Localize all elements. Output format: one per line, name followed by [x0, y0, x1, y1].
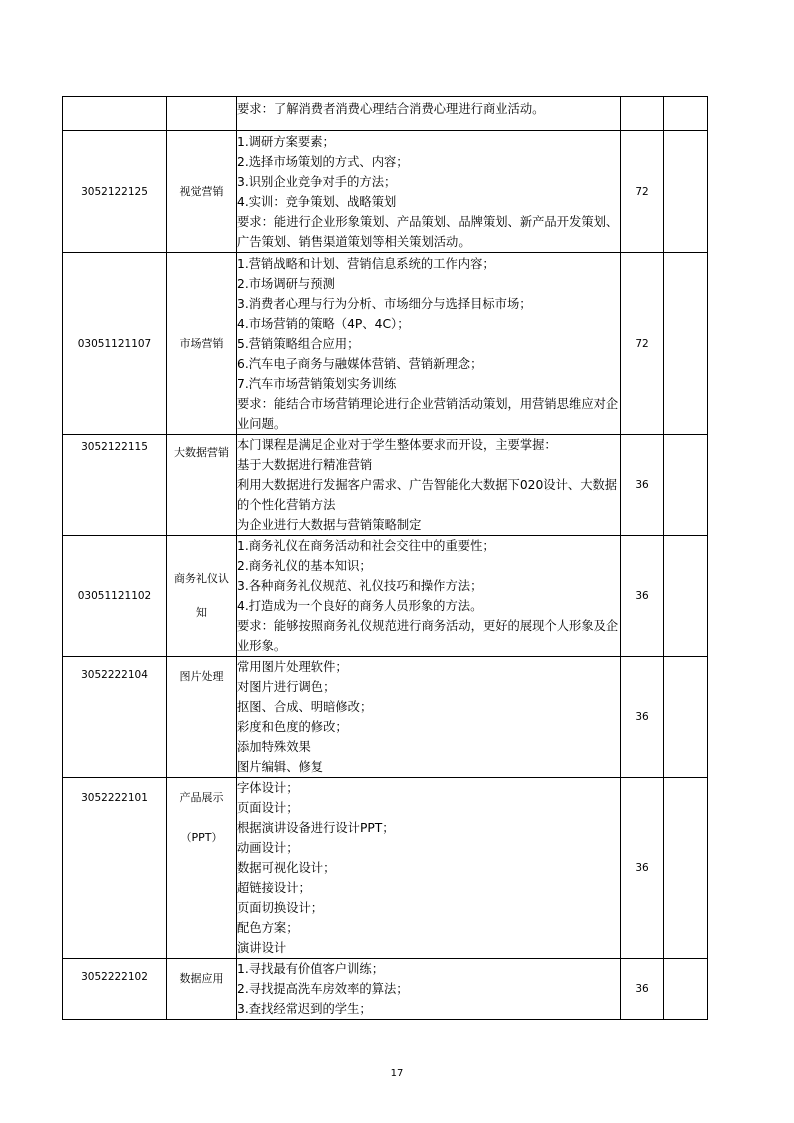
content-line: 数据可视化设计； [237, 861, 336, 875]
content-line: 2.寻找提高洗车房效率的算法； [237, 982, 409, 996]
blank-cell [664, 435, 708, 536]
content-line: 根据演讲设备进行设计PPT； [237, 821, 395, 835]
course-content [237, 97, 621, 131]
content-line: 常用图片处理软件； [237, 660, 348, 674]
course-hours: 36 [621, 657, 664, 778]
content-line: 7.汽车市场营销策划实务训练 [237, 376, 397, 391]
content-line: 动画设计； [237, 841, 299, 855]
content-line: 2.市场调研与预测 [237, 276, 335, 291]
course-content [237, 959, 621, 1020]
content-line: 2.商务礼仪的基本知识； [237, 559, 372, 573]
course-table [62, 96, 708, 1020]
course-code: 3052222102 [63, 959, 167, 1020]
content-line: 配色方案； [237, 921, 299, 935]
blank-cell [664, 657, 708, 778]
course-hours: 36 [621, 959, 664, 1020]
blank-cell [664, 97, 708, 131]
course-name: 大数据营销 [167, 435, 237, 536]
content-line: 2.选择市场策划的方式、内容； [237, 154, 409, 169]
content-line: 本门课程是满足企业对于学生整体要求而开设，主要掌握： [237, 438, 557, 452]
content-line: 字体设计； [237, 781, 299, 795]
course-name: 市场营销 [167, 253, 237, 435]
course-content [237, 536, 621, 657]
content-line: 3.各种商务礼仪规范、礼仪技巧和操作方法； [237, 579, 483, 593]
course-name: 图片处理 [167, 657, 237, 778]
content-line: 演讲设计 [237, 941, 287, 955]
table-row [63, 536, 708, 657]
course-name: 商务礼仪认知 [167, 536, 237, 657]
course-content [237, 131, 621, 253]
content-line: 1.营销战略和计划、营销信息系统的工作内容； [237, 256, 495, 271]
table-row [63, 435, 708, 536]
blank-cell [664, 131, 708, 253]
content-line: 利用大数据进行发掘客户需求、广告智能化大数据下020设计、大数据的个性化营销方法 [237, 478, 618, 512]
course-code: 3052222101 [63, 778, 167, 959]
course-code: 3052222104 [63, 657, 167, 778]
content-line: 1.商务礼仪在商务活动和社会交往中的重要性； [237, 539, 495, 553]
content-line: 要求：能够按照商务礼仪规范进行商务活动，更好的展现个人形象及企业形象。 [237, 619, 619, 653]
course-name [167, 97, 237, 131]
course-name: 产品展示（PPT） [167, 778, 237, 959]
content-line: 页面设计； [237, 801, 299, 815]
table-row [63, 778, 708, 959]
course-name: 视觉营销 [167, 131, 237, 253]
content-line: 图片编辑、修复 [237, 760, 324, 774]
content-line: 超链接设计； [237, 881, 311, 895]
content-line: 4.打造成为一个良好的商务人员形象的方法。 [237, 599, 483, 613]
content-line: 3.消费者心理与行为分析、市场细分与选择目标市场； [237, 296, 532, 311]
course-hours: 36 [621, 536, 664, 657]
table-row [63, 657, 708, 778]
content-line: 3.识别企业竞争对手的方法； [237, 174, 397, 189]
table-row [63, 959, 708, 1020]
table-row [63, 131, 708, 253]
content-line: 要求：了解消费者消费心理结合消费心理进行商业活动。 [237, 102, 545, 116]
course-content [237, 778, 621, 959]
content-line: 3.查找经常迟到的学生； [237, 1002, 372, 1016]
course-hours: 72 [621, 131, 664, 253]
content-line: 4.市场营销的策略（4P、4C）； [237, 316, 410, 331]
content-line: 基于大数据进行精准营销 [237, 458, 373, 472]
course-code: 3052122115 [63, 435, 167, 536]
table-row [63, 253, 708, 435]
content-line: 4.实训：竞争策划、战略策划 [237, 194, 397, 209]
course-name: 数据应用 [167, 959, 237, 1020]
content-line: 1.寻找最有价值客户训练； [237, 962, 384, 976]
course-content [237, 435, 621, 536]
blank-cell [664, 253, 708, 435]
blank-cell [664, 959, 708, 1020]
course-code: 03051121102 [63, 536, 167, 657]
content-line: 彩度和色度的修改； [237, 720, 348, 734]
content-line: 添加特殊效果 [237, 740, 311, 754]
course-content [237, 253, 621, 435]
content-line: 对图片进行调色； [237, 680, 336, 694]
content-line: 6.汽车电子商务与融媒体营销、营销新理念； [237, 356, 483, 371]
course-hours: 36 [621, 435, 664, 536]
content-line: 抠图、合成、明暗修改； [237, 700, 373, 714]
content-line: 1.调研方案要素； [237, 134, 335, 149]
content-line: 为企业进行大数据与营销策略制定 [237, 518, 422, 532]
content-line: 页面切换设计； [237, 901, 324, 915]
blank-cell [664, 778, 708, 959]
blank-cell [664, 536, 708, 657]
table-row [63, 97, 708, 131]
course-hours: 72 [621, 253, 664, 435]
content-line: 要求：能进行企业形象策划、产品策划、品牌策划、新产品开发策划、广告策划、销售渠道策划等相关策划活动。 [237, 214, 619, 249]
page-number: 17 [390, 1068, 404, 1079]
course-hours: 36 [621, 778, 664, 959]
course-hours [621, 97, 664, 131]
course-content [237, 657, 621, 778]
course-code [63, 97, 167, 131]
content-line: 5.营销策略组合应用； [237, 336, 360, 351]
content-line: 要求：能结合市场营销理论进行企业营销活动策划，用营销思维应对企业问题。 [237, 396, 619, 431]
course-code: 03051121107 [63, 253, 167, 435]
course-code: 3052122125 [63, 131, 167, 253]
